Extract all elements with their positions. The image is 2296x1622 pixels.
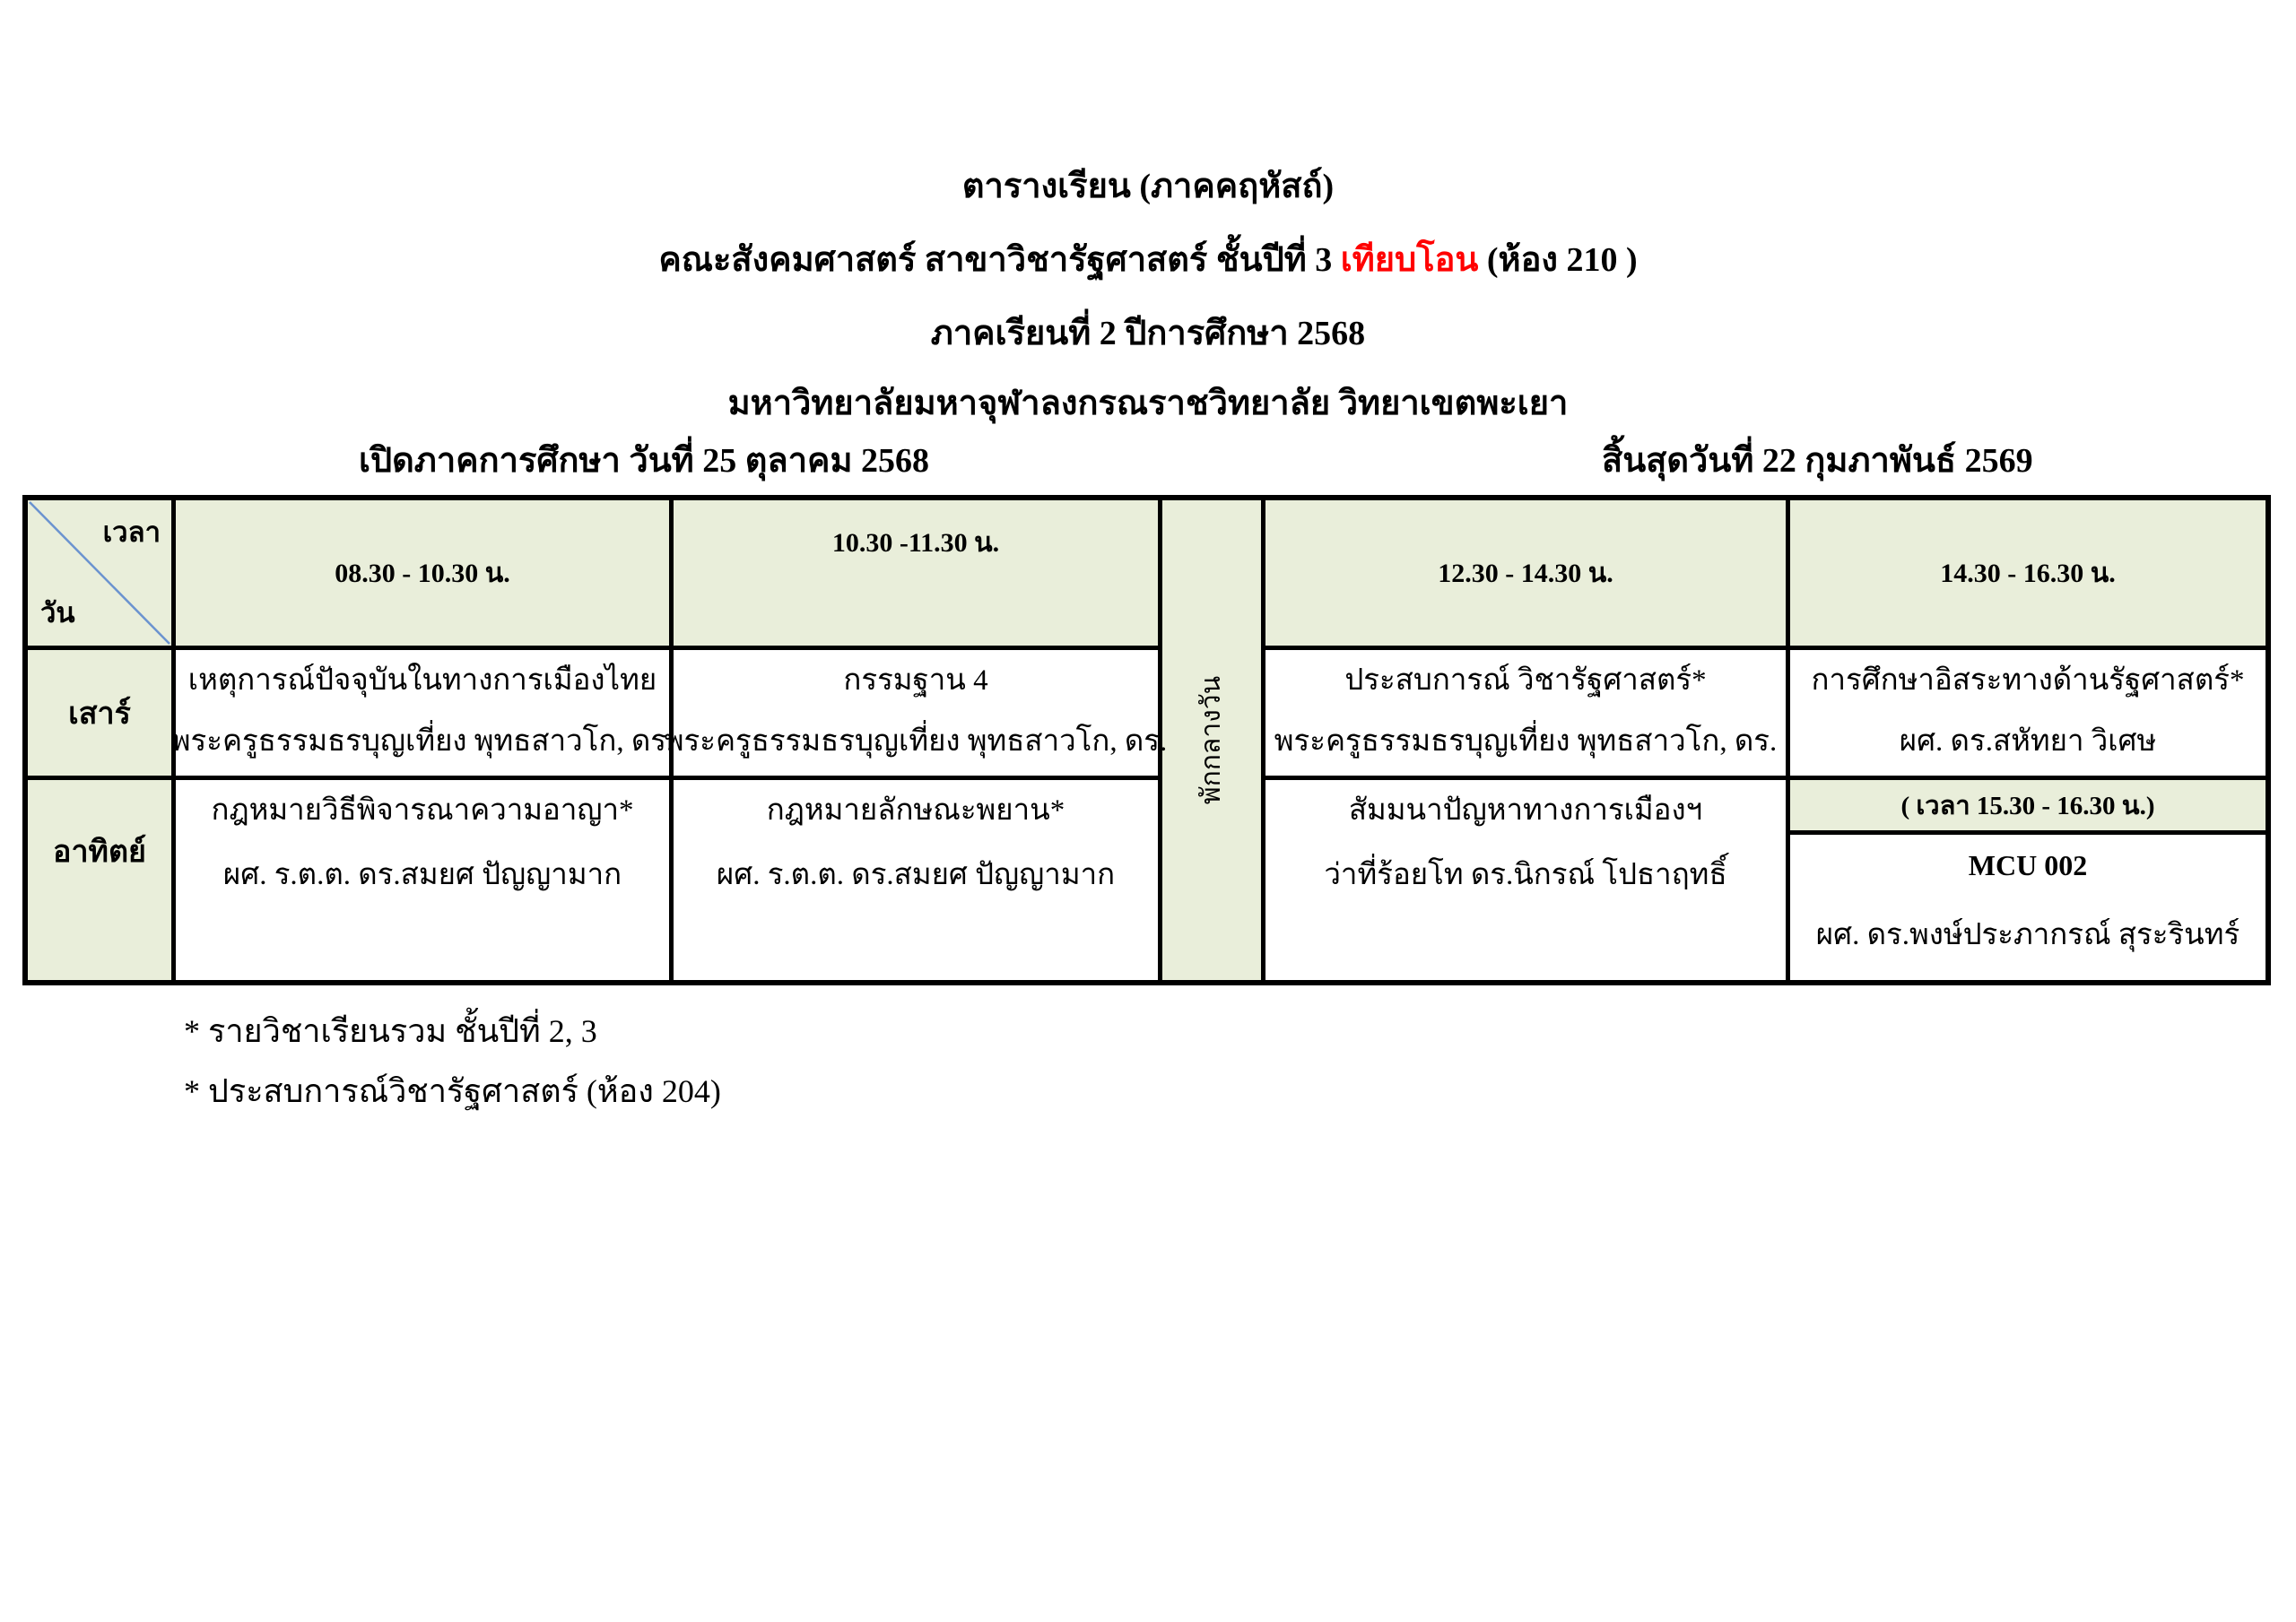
time-slot-header-2: 10.30 -11.30 น.: [674, 500, 1158, 646]
day-label-sunday: อาทิตย์: [28, 780, 171, 980]
class-cell-sun-1030: [674, 780, 1158, 980]
class-cell-sat-0830: [170, 650, 674, 776]
teacher-name: พระครูธรรมธรบุญเที่ยง พุทธสาวโก, ดร.: [170, 725, 674, 758]
class-cell-sun-1430: [1790, 780, 2266, 980]
time-slot-header-1: 08.30 - 10.30 น.: [176, 500, 669, 646]
semester-line: ภาคเรียนที่ 2 ปีการศึกษา 2568: [930, 315, 1366, 352]
university-line: มหาวิทยาลัยมหาจุฬาลงกรณราชวิทยาลัย วิทยาเขตพะเยา: [727, 385, 1569, 422]
term-end-date: สิ้นสุดวันที่ 22 กุมภาพันธ์ 2569: [1602, 442, 2033, 480]
class-cell-sun-1230: [1265, 780, 1786, 980]
subject-name: สัมมนาปัญหาทางการเมืองฯ: [1348, 794, 1703, 827]
teacher-name: พระครูธรรมธรบุญเที่ยง พุทธสาวโก, ดร.: [664, 725, 1168, 758]
class-cell-sat-1230: [1265, 650, 1786, 776]
subject-name: กฎหมายลักษณะพยาน*: [766, 794, 1065, 827]
subject-name: กรรมฐาน 4: [843, 664, 988, 697]
corner-cell: [28, 500, 171, 646]
time-axis-label: เวลา: [102, 516, 161, 548]
schedule-title: ตารางเรียน (ภาคคฤหัสถ์): [961, 168, 1335, 205]
subject-name: กฎหมายวิธีพิจารณาความอาญา*: [211, 794, 634, 827]
footnote-shared-course: * รายวิชาเรียนรวม ชั้นปีที่ 2, 3: [184, 1013, 597, 1049]
transfer-highlight: เทียบโอน: [1340, 241, 1479, 279]
teacher-name: ผศ. ร.ต.ต. ดร.สมยศ ปัญญามาก: [716, 859, 1116, 891]
day-label-saturday: เสาร์: [28, 650, 171, 776]
sub-time-band: ( เวลา 15.30 - 16.30 น.): [1790, 780, 2266, 835]
timetable: [22, 495, 2271, 985]
teacher-name: ผศ. ร.ต.ต. ดร.สมยศ ปัญญามาก: [222, 859, 622, 891]
subject-code: MCU 002: [1968, 849, 2088, 881]
teacher-name: ผศ. ดร.พงษ์ประภากรณ์ สุระรินทร์: [1815, 919, 2240, 951]
time-slot-header-4: 14.30 - 16.30 น.: [1790, 500, 2266, 646]
footnote-room: * ประสบการณ์วิชารัฐศาสตร์ (ห้อง 204): [184, 1073, 721, 1109]
teacher-name: ผศ. ดร.สหัทยา วิเศษ: [1899, 725, 2157, 758]
teacher-name: พระครูธรรมธรบุญเที่ยง พุทธสาวโก, ดร.: [1274, 725, 1778, 758]
subject-name: ประสบการณ์ วิชารัฐศาสตร์*: [1344, 664, 1707, 697]
class-cell-sun-0830: [176, 780, 669, 980]
teacher-name: ว่าที่ร้อยโท ดร.นิกรณ์ โปธาฤทธิ์: [1324, 859, 1727, 891]
class-cell-sat-1430: [1790, 650, 2266, 776]
lunch-break-column: [1162, 500, 1261, 980]
sub-class-area: [1790, 835, 2266, 980]
term-start-date: เปิดภาคการศึกษา วันที่ 25 ตุลาคม 2568: [359, 442, 929, 480]
day-axis-label: วัน: [40, 597, 75, 629]
faculty-line-prefix: คณะสังคมศาสตร์ สาขาวิชารัฐศาสตร์ ชั้นปีที่ 3: [658, 241, 1341, 279]
subject-name: การศึกษาอิสระทางด้านรัฐศาสตร์*: [1811, 664, 2245, 697]
lunch-break-label: พักกลางวัน: [1196, 675, 1227, 805]
time-slot-header-3: 12.30 - 14.30 น.: [1265, 500, 1786, 646]
class-cell-sat-1030: [664, 650, 1168, 776]
faculty-line-suffix: (ห้อง 210 ): [1478, 241, 1638, 279]
subject-name: เหตุการณ์ปัจจุบันในทางการเมืองไทย: [187, 664, 657, 697]
faculty-line: [0, 231, 2296, 286]
